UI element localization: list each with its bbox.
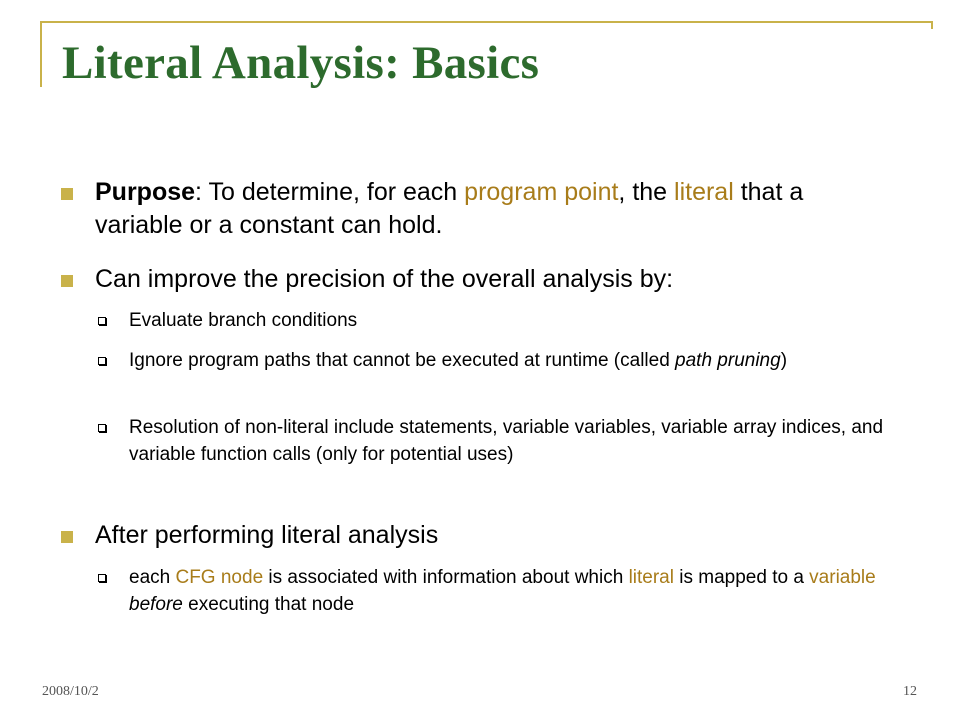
title-frame-right-line [931, 21, 933, 29]
variable-highlight: variable [809, 567, 876, 588]
purpose-text-3: that a variable or a constant can hold. [95, 178, 804, 239]
page-number: 12 [903, 684, 917, 699]
before-italic: before [129, 594, 183, 615]
program-point-highlight: program point [464, 178, 619, 206]
footer-date: 2008/10/2 [42, 684, 99, 699]
purpose-text-2: , the [618, 178, 675, 206]
title-frame-left-line [40, 21, 42, 87]
path-pruning-italic: path pruning [675, 350, 781, 371]
sub-bullet-resolution [129, 414, 899, 468]
cfg-text-1: each [129, 567, 176, 588]
title-frame-top-line [40, 21, 933, 23]
sub-bullet-ignore-paths [129, 347, 899, 374]
after-literal-analysis-text: After performing literal analysis [95, 521, 439, 549]
bullet-improve-precision [95, 263, 855, 296]
resolution-text: Resolution of non-literal include statements, variable variables, variable array indices, and variable function calls (only for potential uses) [129, 417, 884, 465]
cfg-text-5: executing that node [182, 594, 355, 615]
purpose-text-1: : To determine, for each [195, 178, 465, 206]
literal-highlight-2: literal [628, 567, 674, 588]
bullet-after-literal-analysis [95, 519, 855, 552]
cfg-text-3: is mapped to a [673, 567, 810, 588]
sub-bullet-cfg-node [129, 564, 899, 618]
cfg-node-highlight: CFG node [175, 567, 264, 588]
cfg-text-2: is associated with information about which [263, 567, 629, 588]
sub-bullet-evaluate-branch [129, 307, 899, 334]
ignore-paths-text-1: Ignore program paths that cannot be executed at runtime (called [129, 350, 676, 371]
improve-precision-text: Can improve the precision of the overall analysis by: [95, 265, 674, 293]
slide-title: Literal Analysis: Basics [62, 37, 540, 89]
literal-highlight: literal [674, 178, 734, 206]
evaluate-branch-text: Evaluate branch conditions [129, 310, 358, 331]
purpose-label: Purpose [95, 178, 196, 206]
bullet-purpose [95, 176, 855, 242]
ignore-paths-text-2: ) [780, 350, 788, 371]
